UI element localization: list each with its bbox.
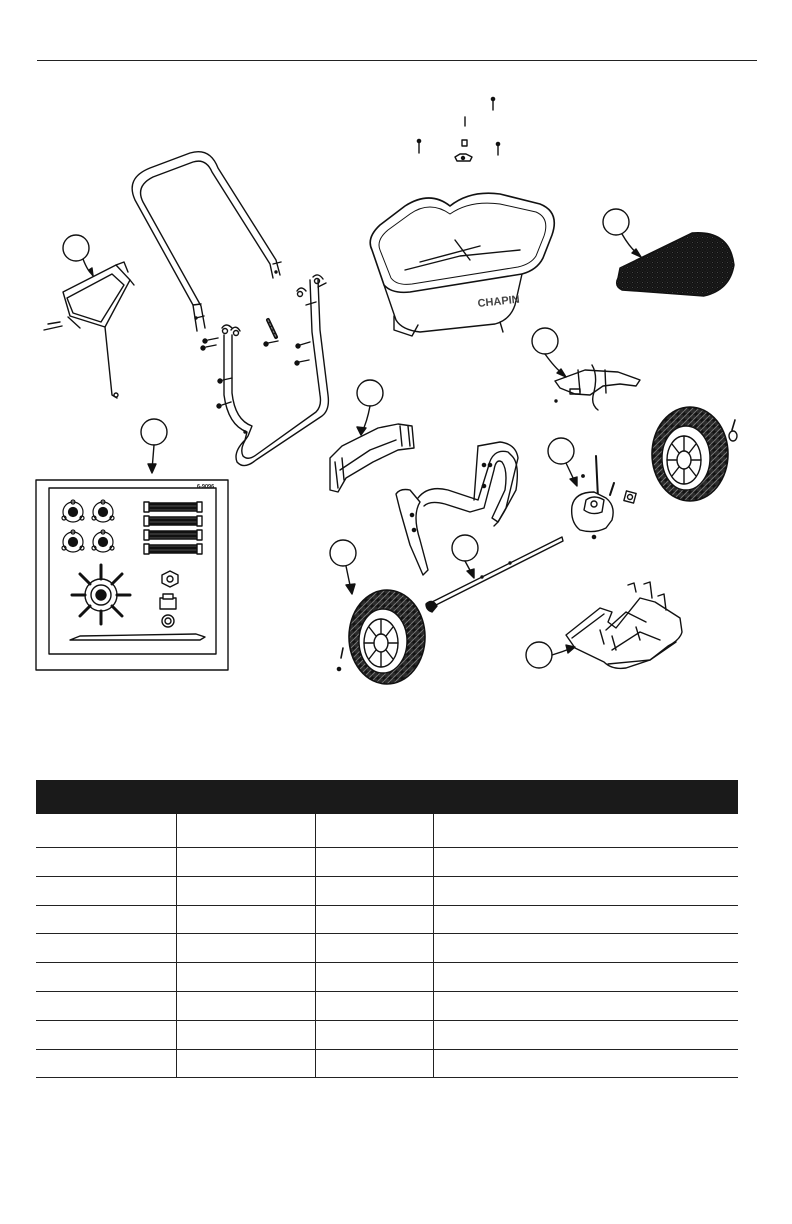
parts-table: [36, 780, 738, 1078]
table-cell: [434, 906, 738, 934]
table-cell: [434, 992, 738, 1020]
hopper-screen: [617, 233, 734, 296]
table-cell: [177, 1021, 316, 1049]
table-cell: [36, 992, 177, 1020]
hardware-card: [36, 480, 228, 670]
table-row: [36, 848, 738, 877]
table-row: [36, 877, 738, 906]
callout-5: [357, 380, 383, 435]
callout-8: [330, 540, 356, 594]
table-row: [36, 906, 738, 935]
table-cell: [316, 992, 434, 1020]
impeller: [72, 565, 130, 624]
gearbox: [572, 456, 636, 539]
hopper: [370, 193, 554, 336]
table-cell: [316, 963, 434, 991]
axle: [426, 537, 563, 612]
table-row: [36, 814, 738, 848]
table-cell: [36, 963, 177, 991]
handle-bolts: [201, 275, 326, 408]
table-cell: [177, 992, 316, 1020]
callout-7: [452, 535, 478, 578]
table-cell: [434, 934, 738, 962]
top-screw-hardware: [417, 97, 499, 161]
table-cell: [316, 934, 434, 962]
agitator-bracket: [330, 424, 414, 492]
table-cell: [177, 963, 316, 991]
table-row: [36, 1021, 738, 1050]
agitator-plate: [555, 365, 640, 410]
table-cell: [316, 848, 434, 876]
callout-1: [63, 235, 93, 276]
callout-9: [526, 642, 575, 668]
table-cell: [316, 1021, 434, 1049]
wire-frame-part: [44, 262, 134, 398]
callout-2: [141, 419, 167, 473]
table-cell: [36, 906, 177, 934]
table-cell: [434, 848, 738, 876]
table-cell: [434, 1050, 738, 1078]
table-row: [36, 1050, 738, 1079]
table-cell: [434, 814, 738, 847]
table-cell: [177, 934, 316, 962]
table-cell: [434, 963, 738, 991]
upper-handle: [132, 152, 281, 331]
table-cell: [177, 848, 316, 876]
table-cell: [36, 1021, 177, 1049]
table-cell: [316, 1050, 434, 1078]
table-row: [36, 963, 738, 992]
wheel-right: [652, 407, 737, 501]
tray-base: [566, 582, 682, 668]
table-cell: [177, 877, 316, 905]
table-cell: [316, 877, 434, 905]
table-cell: [36, 814, 177, 847]
callout-3: [603, 209, 641, 257]
header-rule: [37, 60, 757, 61]
table-cell: [316, 906, 434, 934]
table-cell: [177, 1050, 316, 1078]
table-cell: [177, 814, 316, 847]
table-cell: [36, 877, 177, 905]
table-cell: [36, 848, 177, 876]
wheel-left: [337, 590, 425, 684]
table-cell: [434, 877, 738, 905]
table-row: [36, 934, 738, 963]
table-cell: [36, 1050, 177, 1078]
hopper-brand-label: CHAPIN: [477, 293, 521, 310]
callout-4: [532, 328, 566, 377]
hardware-card-code: 6-9096: [197, 484, 215, 490]
exploded-parts-diagram: [0, 80, 792, 700]
parts-table-header: [36, 780, 738, 814]
table-cell: [177, 906, 316, 934]
table-row: [36, 992, 738, 1021]
table-cell: [316, 814, 434, 847]
lower-handle: [224, 280, 328, 466]
table-cell: [434, 1021, 738, 1049]
callout-6: [548, 438, 577, 486]
table-cell: [36, 934, 177, 962]
